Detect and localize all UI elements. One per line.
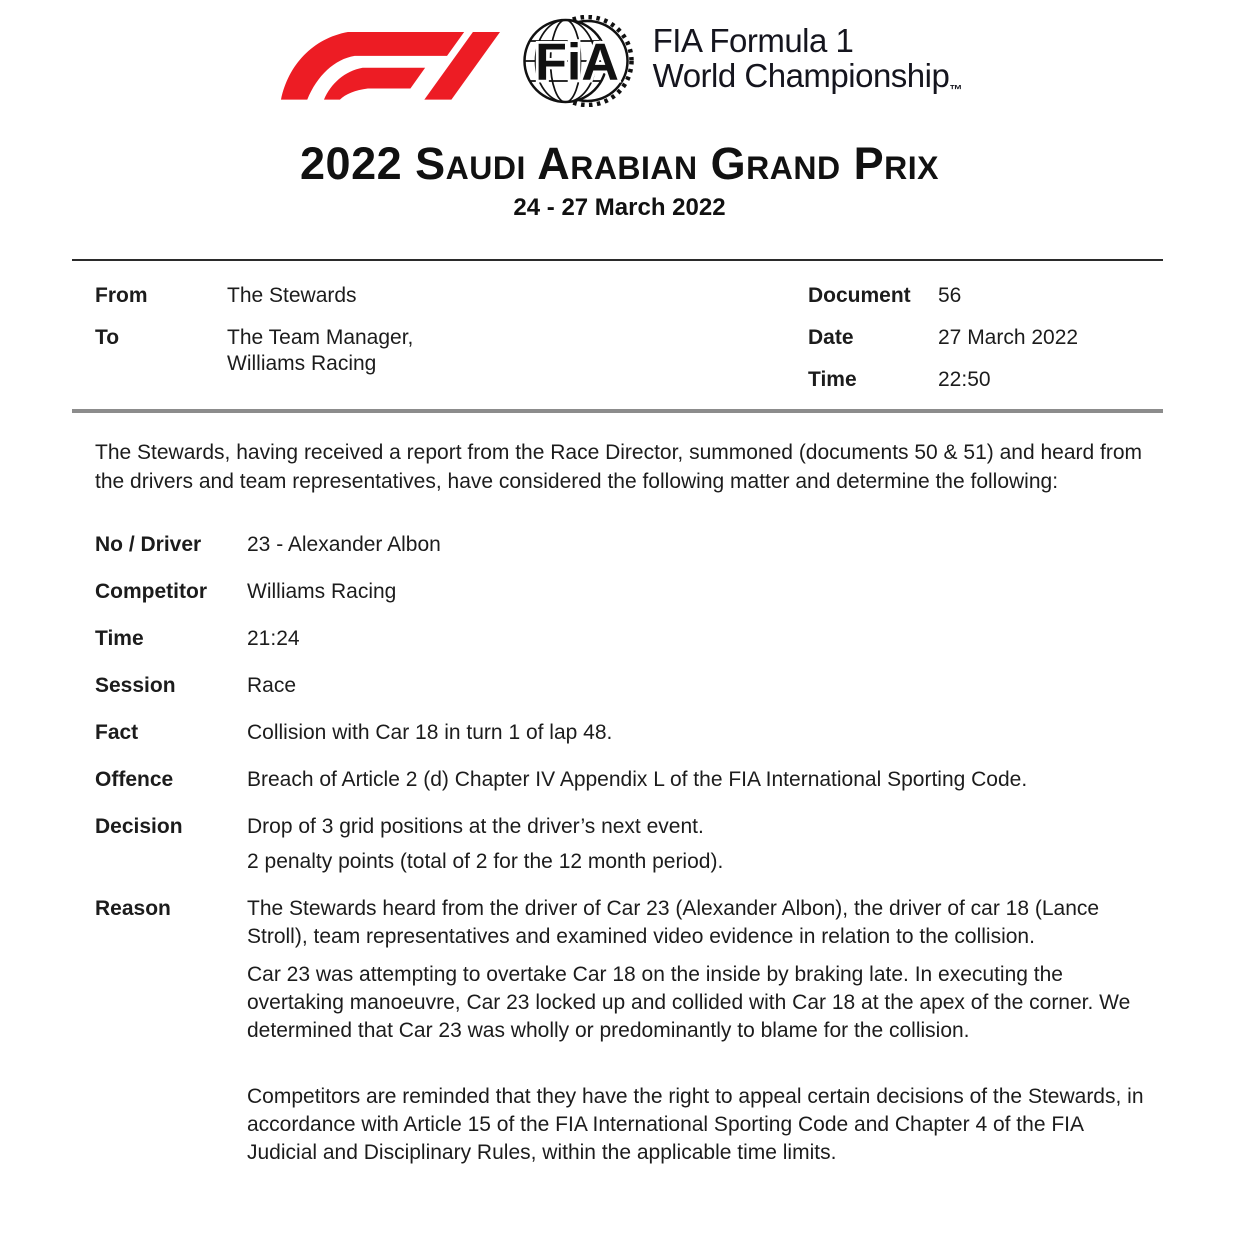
meta-section <box>0 261 1239 409</box>
from-label: From <box>95 284 148 307</box>
decision-label: Decision <box>95 815 183 838</box>
fia-logo <box>519 15 634 107</box>
reason-paragraph-1: The Stewards heard from the driver of Car 23 (Alexander Albon), the driver of car 18 (Lance Stroll), team representatives and examined video evidence in relation to the collision. <box>247 897 1100 948</box>
to-label: To <box>95 326 120 349</box>
competitor-row <box>95 578 1239 606</box>
offence-value: Breach of Article 2 (d) Chapter IV Appendix L of the FIA International Sporting Code. <box>247 768 1028 791</box>
offence-label: Offence <box>95 768 174 791</box>
decision-line1: Drop of 3 grid positions at the driver’s next event. <box>247 815 704 838</box>
org-line2-text: World Championship <box>652 56 950 94</box>
reason-paragraph-3: Competitors are reminded that they have the right to appeal certain decisions of the Stewards, in accordance with Article 15 of the FIA International Sporting Code and Chapter 4 of the FIA Judicial and Disciplinary Rules, within the applicable time limits. <box>247 1085 1144 1164</box>
reason-label: Reason <box>95 897 171 920</box>
document-value: 56 <box>938 284 962 307</box>
date-label: Date <box>808 326 854 349</box>
fact-value: Collision with Car 18 in turn 1 of lap 48. <box>247 721 613 744</box>
brand-header <box>0 0 1239 108</box>
time-value: 22:50 <box>938 368 991 391</box>
org-name <box>653 23 963 100</box>
from-row <box>95 283 808 309</box>
document-label: Document <box>808 284 911 307</box>
event-dates: 24 - 27 March 2022 <box>513 194 726 221</box>
trademark-symbol: ™ <box>949 81 963 97</box>
date-row <box>808 325 1188 351</box>
decision-row <box>95 813 1239 876</box>
document-row <box>808 283 1188 309</box>
no-driver-label: No / Driver <box>95 533 202 556</box>
intro-paragraph: The Stewards, having received a report from the Race Director, summoned (documents 50 & 51) and heard from the drivers and team representatives, have considered the following matter and determine the following: <box>95 441 1143 493</box>
incident-time-value: 21:24 <box>247 627 300 650</box>
fia-monogram: FiA <box>534 33 619 92</box>
reason-value <box>247 895 1152 1167</box>
incident-time-row <box>95 625 1239 653</box>
offence-row <box>95 766 1239 794</box>
org-line2 <box>653 58 963 100</box>
fact-row <box>95 719 1239 747</box>
time-row <box>808 367 1188 393</box>
session-label: Session <box>95 674 176 697</box>
time-label: Time <box>808 368 857 391</box>
to-row <box>95 325 808 377</box>
competitor-value: Williams Racing <box>247 580 397 603</box>
org-line1: FIA Formula 1 <box>652 21 854 59</box>
competitor-label: Competitor <box>95 580 207 603</box>
no-driver-row <box>95 531 1239 559</box>
session-row <box>95 672 1239 700</box>
date-value: 27 March 2022 <box>938 326 1079 349</box>
meta-right-column <box>808 283 1188 409</box>
f1-logo <box>277 23 500 103</box>
details-section <box>95 531 1239 1167</box>
from-value: The Stewards <box>227 284 357 307</box>
reason-paragraph-2: Car 23 was attempting to overtake Car 18 on the inside by braking late. In executing the overtaking manoeuvre, Car 23 locked up and collided with Car 18 at the apex of the corner. We determined that Car 23 was wholly or predominantly to blame for the collision. <box>247 963 1131 1042</box>
session-value: Race <box>247 674 297 697</box>
meta-left-column <box>95 283 808 409</box>
no-driver-value: 23 - Alexander Albon <box>247 533 441 556</box>
incident-time-label: Time <box>95 627 144 650</box>
to-value <box>227 325 413 377</box>
fact-label: Fact <box>95 721 139 744</box>
to-value-line2: Williams Racing <box>227 352 377 375</box>
section-divider <box>72 409 1163 413</box>
event-title: 2022 Saudi Arabian Grand Prix <box>300 138 939 189</box>
reason-row <box>95 895 1239 1167</box>
to-value-line1: The Team Manager, <box>227 326 414 349</box>
decision-value <box>247 813 1152 876</box>
decision-line2: 2 penalty points (total of 2 for the 12 month period). <box>247 850 724 873</box>
